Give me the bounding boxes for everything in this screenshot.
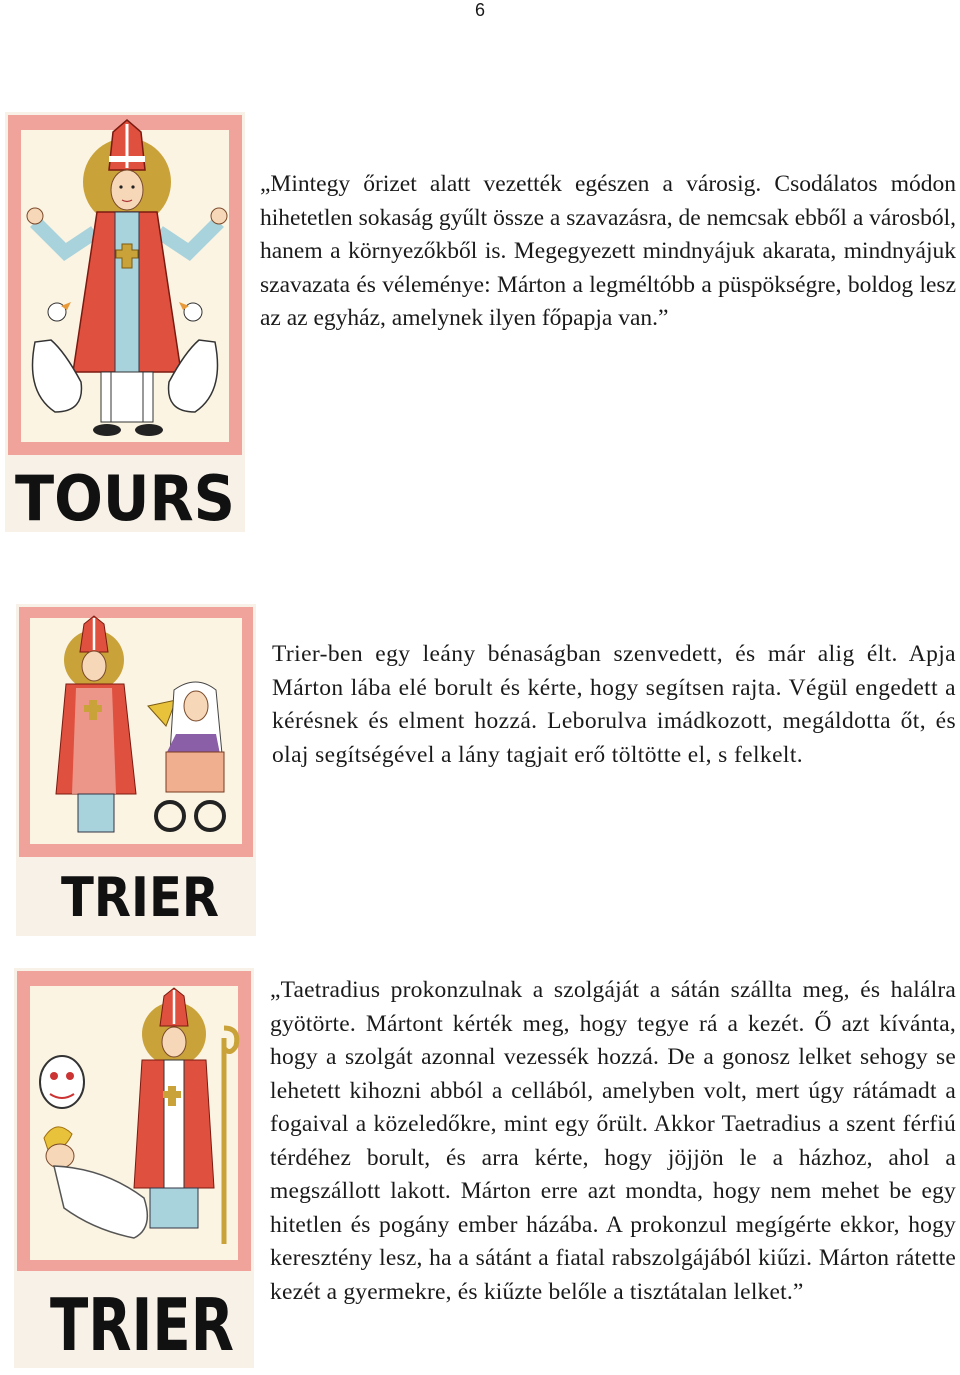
trier-exorcism-paragraph: „Taetradius prokonzulnak a szolgáját a sátán szállta meg, és halálra gyötörte. Mártont kérték meg, hogy tegye rá a kezét. Ő azt kívánta, hogy a szolgát azonnal vezessék hozzá. De a gonosz lelket sehogy se lehetett kihozni abból a cellából, amelyben volt, mert úgy rátámadt a fogaival a közeledőkre, mint egy őrült. Akkor Taetradius a szent férfiú térdéhez borult, és arra kérte, hogy jöjjön le a házhoz, ahol a megszállott lakott. Márton erre azt mondta, hogy nem mehet be egy hitetlen és pogány ember házába. A prokonzul megígérte ekkor, hogy keresztény lesz, ha a sátánt a fiatal rabszolgájából kiűzi. Márton rátette kezét a gyermekre, és kiűzte belőle a tisztátalan lelket.” [270,977,956,1305]
tours-caption: TOURS [15,462,235,535]
trier-caption-2: TRIER [50,1283,234,1367]
page-number: 6 [474,0,485,20]
trier-exorcism-illustration [14,968,254,1368]
tours-paragraph: „Mintegy őrizet alatt vezették egészen a városig. Csodálatos módon hihetetlen sokaság gyűlt össze a szavazásra, de nemcsak ebből a városból, hanem a környezőkből is. Megegyezett mindnyájuk akarata, mindnyájuk szavazata és véleménye: Márton a legméltóbb a püspökségre, boldog lesz az az egyház, amelynek ilyen főpapja van.” [260,171,956,331]
trier-healing-illustration [16,604,256,936]
tours-illustration [5,112,245,535]
trier-healing-paragraph: Trier-ben egy leány bénaságban szenvedett, és már alig élt. Apja Márton lába elé borult és kérte, hogy segítsen rajta. Végül engedett a kérésnek és elment hozzá. Leborulva imádkozott, megáldotta őt, és olaj segítségével a lány tagjait erő töltötte el, s felkelt. [272,641,956,768]
trier-caption-1: TRIER [61,866,219,929]
